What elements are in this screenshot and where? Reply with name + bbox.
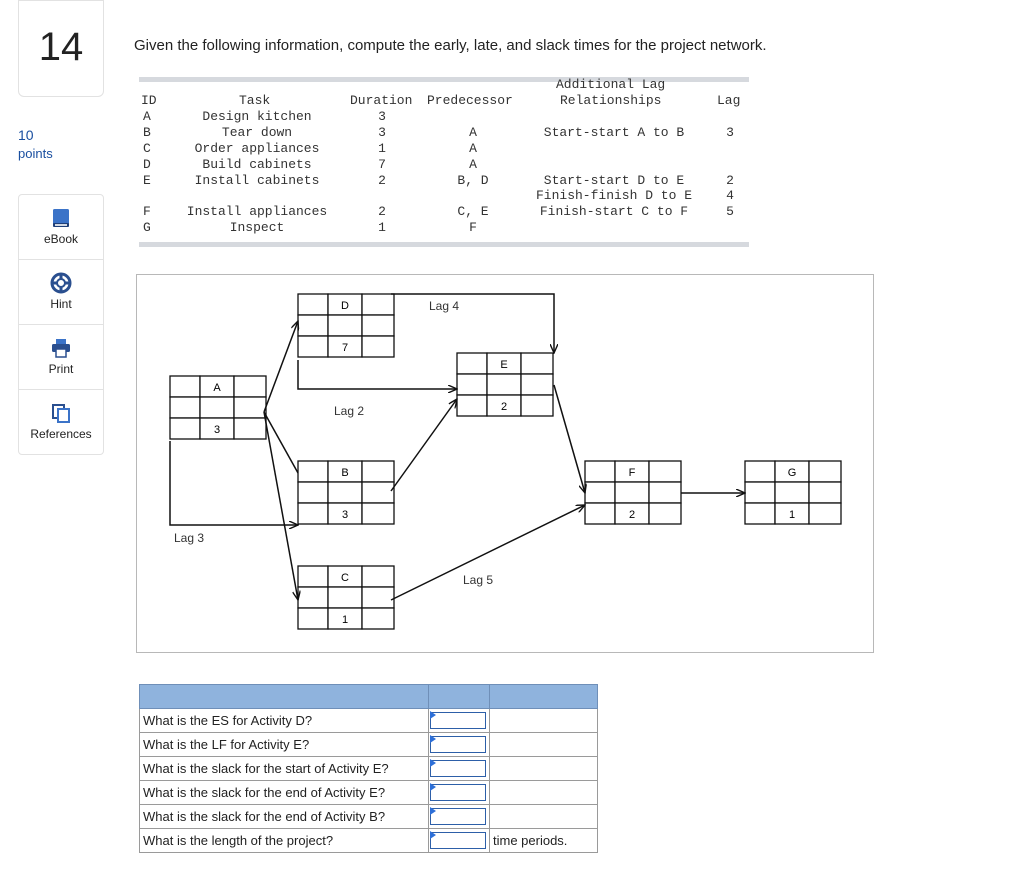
node-duration-label: 1 xyxy=(788,509,796,521)
node-duration-label: 2 xyxy=(500,401,508,413)
node-name-label: E xyxy=(500,359,508,371)
table-cell-pred: F xyxy=(469,220,477,235)
answer-unit xyxy=(490,805,598,829)
table-cell-id: B xyxy=(143,125,151,140)
node-name-label: A xyxy=(213,382,221,394)
table-cell-duration: 3 xyxy=(378,125,386,140)
header-duration: Duration xyxy=(350,93,413,108)
answer-row xyxy=(140,733,598,757)
answer-unit xyxy=(490,781,598,805)
answer-input[interactable] xyxy=(430,760,486,777)
answer-unit xyxy=(490,733,598,757)
table-cell-id: E xyxy=(143,173,151,188)
answer-marker-icon xyxy=(430,711,436,719)
answer-row xyxy=(140,757,598,781)
arrow-lag3-to-b xyxy=(170,441,298,525)
table-cell-duration: 2 xyxy=(378,204,386,219)
node-name-label: F xyxy=(628,467,636,479)
answer-question: What is the slack for the end of Activity B? xyxy=(140,805,429,829)
table-cell-duration: 1 xyxy=(378,141,386,156)
answer-input[interactable] xyxy=(430,808,486,825)
hint-button[interactable] xyxy=(19,260,103,325)
question-number-box xyxy=(18,0,104,97)
answer-row xyxy=(140,805,598,829)
answer-question: What is the ES for Activity D? xyxy=(140,709,429,733)
table-cell-lag: 3 xyxy=(726,125,734,140)
table-cell-pred: A xyxy=(469,157,477,172)
references-button[interactable] xyxy=(19,390,103,454)
lag3-label: Lag 3 xyxy=(174,531,205,545)
node-name-label: C xyxy=(341,572,349,584)
activity-node-g xyxy=(745,461,841,524)
header-task: Task xyxy=(239,93,271,108)
arrow-a-to-c xyxy=(264,412,298,600)
activity-node-e xyxy=(457,353,553,416)
lifebuoy-icon xyxy=(50,272,72,294)
answer-header-row xyxy=(140,685,598,709)
activity-table xyxy=(139,77,749,247)
table-cell-duration: 2 xyxy=(378,173,386,188)
answer-unit xyxy=(490,709,598,733)
arrow-lag2-d-to-e xyxy=(298,360,457,389)
print-button[interactable] xyxy=(19,325,103,390)
table-cell-id: C xyxy=(143,141,151,156)
lag5-label: Lag 5 xyxy=(463,573,494,587)
node-duration-label: 7 xyxy=(341,342,349,354)
answer-cell xyxy=(429,829,490,853)
table-cell-lag: 2 xyxy=(726,173,734,188)
table-cell-task: Design kitchen xyxy=(202,109,312,124)
answer-question: What is the slack for the start of Activity E? xyxy=(140,757,429,781)
answer-input[interactable] xyxy=(430,736,486,753)
table-cell-id: D xyxy=(143,157,151,172)
print-label: Print xyxy=(48,362,74,376)
table-cell-id: F xyxy=(143,204,151,219)
header-id: ID xyxy=(141,93,157,108)
activity-node-c xyxy=(298,566,394,629)
table-cell-rel: Start-start D to E xyxy=(543,173,685,188)
table-cell-task: Install appliances xyxy=(186,204,328,219)
answer-marker-icon xyxy=(430,783,436,791)
table-cell-duration: 3 xyxy=(378,109,386,124)
table-cell-pred: C, E xyxy=(457,204,489,219)
answer-marker-icon xyxy=(430,735,436,743)
table-cell-rel: Start-start A to B xyxy=(543,125,685,140)
table-cell-task: Tear down xyxy=(221,125,293,140)
table-cell-task: Inspect xyxy=(229,220,285,235)
answer-input[interactable] xyxy=(430,712,486,729)
table-cell-id: A xyxy=(143,109,151,124)
table-cell-pred: A xyxy=(469,125,477,140)
header-additional-2: Relationships xyxy=(560,93,662,108)
node-duration-label: 1 xyxy=(341,614,349,626)
answer-row xyxy=(140,829,598,853)
answer-input[interactable] xyxy=(430,784,486,801)
points-label: points xyxy=(18,146,53,161)
answer-cell xyxy=(429,781,490,805)
lag4-label: Lag 4 xyxy=(429,299,460,313)
question-number: 14 xyxy=(38,25,84,69)
answer-unit: time periods. xyxy=(490,829,598,853)
answer-input[interactable] xyxy=(430,832,486,849)
references-label: References xyxy=(30,427,92,441)
arrow-b-to-e xyxy=(391,399,457,491)
arrow-e-to-f xyxy=(554,385,585,493)
node-name-label: D xyxy=(341,300,349,312)
node-name-label: G xyxy=(787,467,797,479)
answer-cell xyxy=(429,757,490,781)
answer-row xyxy=(140,781,598,805)
network-svg xyxy=(137,275,875,654)
table-cell-pred: A xyxy=(469,141,477,156)
table-cell-lag: 4 xyxy=(726,188,734,203)
ebook-label: eBook xyxy=(43,232,79,246)
tool-panel xyxy=(18,194,104,455)
header-lag: Lag xyxy=(717,93,741,108)
table-cell-task: Build cabinets xyxy=(202,157,312,172)
answer-question: What is the length of the project? xyxy=(140,829,429,853)
question-prompt: Given the following information, compute the early, late, and slack times for the project network. xyxy=(134,37,767,54)
answer-question: What is the slack for the end of Activity E? xyxy=(140,781,429,805)
table-cell-duration: 1 xyxy=(378,220,386,235)
answer-table xyxy=(139,684,598,853)
ebook-button[interactable] xyxy=(19,195,103,260)
table-cell-rel: Finish-start C to F xyxy=(539,204,689,219)
node-duration-label: 3 xyxy=(341,509,349,521)
book-icon xyxy=(50,207,72,229)
node-name-label: B xyxy=(341,467,349,479)
hint-label: Hint xyxy=(50,297,72,311)
answer-unit xyxy=(490,757,598,781)
points-value: 10 xyxy=(18,127,34,143)
answer-marker-icon xyxy=(430,807,436,815)
copy-icon xyxy=(50,402,72,424)
answer-cell xyxy=(429,805,490,829)
arrow-a-to-d xyxy=(264,321,298,412)
answer-question: What is the LF for Activity E? xyxy=(140,733,429,757)
table-cell-lag: 5 xyxy=(726,204,734,219)
answer-cell xyxy=(429,709,490,733)
table-cell-id: G xyxy=(143,220,151,235)
project-network-diagram xyxy=(136,274,874,653)
activity-node-a xyxy=(170,376,266,439)
table-cell-duration: 7 xyxy=(378,157,386,172)
table-cell-rel: Finish-finish D to E xyxy=(535,188,693,203)
table-cell-task: Order appliances xyxy=(194,141,320,156)
answer-cell xyxy=(429,733,490,757)
table-cell-task: Install cabinets xyxy=(194,173,320,188)
activity-node-d xyxy=(298,294,394,357)
activity-node-f xyxy=(585,461,681,524)
table-cell-pred: B, D xyxy=(457,173,489,188)
lag2-label: Lag 2 xyxy=(334,404,365,418)
header-additional-1: Additional Lag xyxy=(556,77,666,92)
answer-row xyxy=(140,709,598,733)
arrow-lag4-d-to-e xyxy=(391,294,554,353)
table-bottom-rule xyxy=(139,242,749,247)
node-duration-label: 3 xyxy=(213,424,221,436)
answer-marker-icon xyxy=(430,831,436,839)
header-predecessor: Predecessor xyxy=(427,93,513,108)
answer-marker-icon xyxy=(430,759,436,767)
activity-node-b xyxy=(298,461,394,524)
printer-icon xyxy=(50,337,72,359)
node-duration-label: 2 xyxy=(628,509,636,521)
